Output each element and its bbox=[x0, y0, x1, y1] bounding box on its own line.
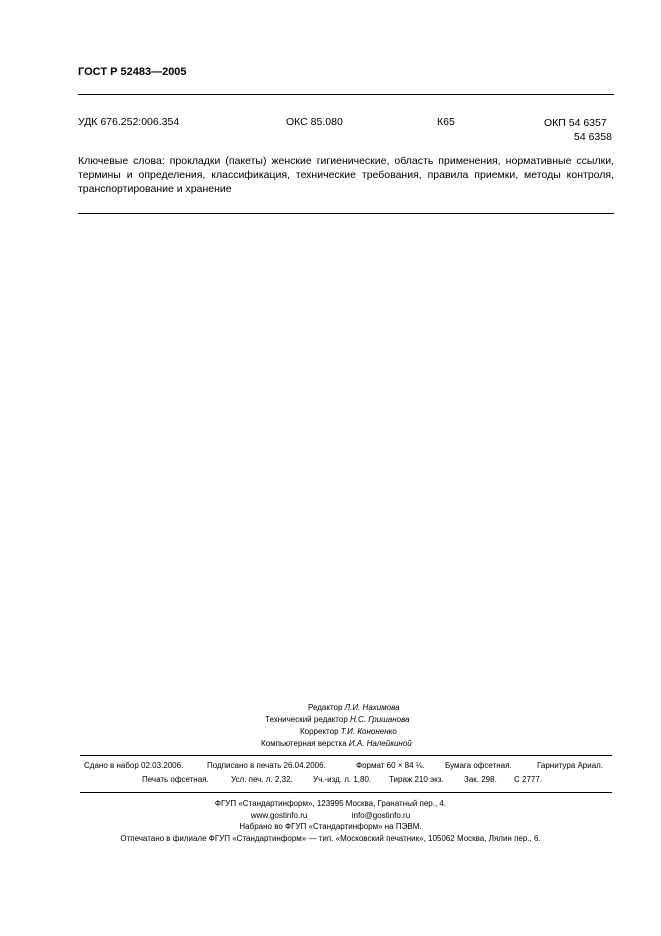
udk-code: УДК 676.252:006.354 bbox=[78, 116, 180, 128]
imprint-paper: Бумага офсетная. bbox=[445, 761, 512, 770]
credit-role: Редактор bbox=[308, 703, 343, 712]
credit-name: И.А. Налейкиной bbox=[348, 739, 412, 748]
imprint-publisher-sheets: Уч.-изд. л. 1,80. bbox=[313, 775, 372, 784]
imprint-format: Формат 60 × 84 ⅛. bbox=[356, 761, 425, 770]
footer-divider bbox=[80, 792, 612, 793]
publisher-website[interactable]: www.gostinfo.ru bbox=[250, 810, 308, 820]
printed-note: Отпечатано в филиале ФГУП «Стандартинформ» — тип. «Московский печатник», 105062 Москва, Лялин пер., 6. bbox=[120, 833, 541, 843]
okp-codes bbox=[544, 116, 612, 144]
credit-proofreader bbox=[300, 726, 397, 738]
publisher-address: ФГУП «Стандартинформ», 123995 Москва, Гранатный пер., 4. bbox=[214, 799, 447, 808]
imprint-typeface: Гарнитура Ариал. bbox=[537, 761, 604, 770]
credit-role: Корректор bbox=[300, 727, 339, 736]
credit-name: Н.С. Гришанова bbox=[350, 715, 410, 724]
imprint-run: Тираж 210 экз. bbox=[389, 775, 444, 784]
credit-editor bbox=[308, 702, 400, 714]
publisher-contacts bbox=[0, 810, 661, 822]
credit-name: Т.И. Кононенко bbox=[340, 727, 397, 736]
imprint-code: С 2777. bbox=[514, 775, 543, 784]
credit-name: Л.И. Нахимова bbox=[344, 703, 400, 712]
keywords-paragraph: Ключевые слова: прокладки (пакеты) женские гигиенические, область применения, нормативные ссылки, термины и определения, классификация, технические требования, правила приемки, методы контроля, транспортирование и хранение bbox=[78, 155, 614, 195]
imprint-print-type: Печать офсетная. bbox=[142, 775, 209, 784]
okp-code-2: 54 6358 bbox=[574, 131, 612, 143]
document-code: ГОСТ Р 52483—2005 bbox=[78, 66, 187, 78]
group-code: К65 bbox=[437, 116, 455, 128]
oks-code: ОКС 85.080 bbox=[286, 116, 343, 128]
credit-layout bbox=[261, 738, 412, 750]
typeset-note: Набрано во ФГУП «Стандартинформ» на ПЭВМ. bbox=[239, 822, 422, 831]
top-divider bbox=[78, 94, 614, 95]
imprint-order: Зак. 298. bbox=[464, 775, 497, 784]
credit-role: Компьютерная верстка bbox=[261, 739, 347, 748]
credit-role: Технический редактор bbox=[265, 715, 348, 724]
credit-tech-editor bbox=[265, 714, 410, 726]
keywords-divider bbox=[78, 213, 614, 214]
publisher-footer bbox=[0, 798, 661, 844]
okp-code-1: ОКП 54 6357 bbox=[544, 117, 607, 129]
publisher-email[interactable]: info@gostinfo.ru bbox=[351, 810, 411, 820]
imprint-signed: Подписано в печать 26.04.2006. bbox=[207, 761, 326, 770]
imprint-sent: Сдано в набор 02.03.2006. bbox=[84, 761, 184, 770]
imprint-divider bbox=[80, 755, 612, 756]
imprint-printed-sheets: Усл. печ. л. 2,32. bbox=[231, 775, 293, 784]
